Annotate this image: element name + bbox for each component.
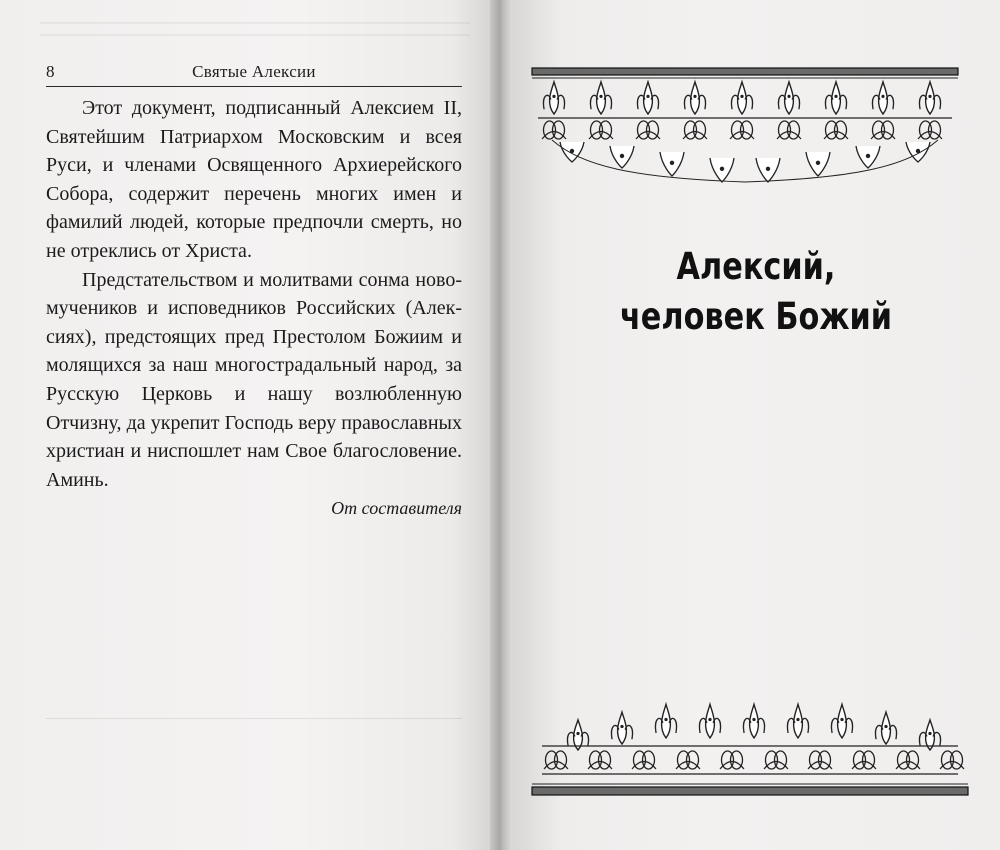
ornament-frieze-icon: [512, 66, 1000, 184]
chapter-title-line-2: человек Божий: [619, 295, 893, 338]
body-text: [46, 94, 462, 523]
ornament-frieze-icon: [512, 676, 1000, 800]
show-through-rule: [46, 718, 462, 719]
paragraph: Этот документ, подписанный Алексием II, Святейшим Патриархом Московским и всея Руси, и членами Освященного Архиерейского Собора, содержит перечень многих имен и фамилий людей, которые предпочли смерть, но не отреклись от Христа.: [46, 97, 462, 262]
right-page: [512, 0, 1000, 850]
show-through-line: [40, 22, 470, 24]
running-title: Святые Алексии: [192, 62, 316, 81]
show-through-line: [40, 34, 470, 36]
page-number: 8: [46, 62, 55, 81]
left-page: [0, 0, 490, 850]
running-head: [46, 62, 462, 87]
signature: От составителя: [331, 498, 462, 519]
chapter-title-line-1: Алексий,: [676, 245, 836, 288]
book-gutter: [490, 0, 512, 850]
paragraph: Предстательством и молитвами сонма новомучеников и исповедников Российских (Алексиях), предстоящих пред Престолом Божиим и молящихся за наш многострадальный народ, за Русскую Церковь и нашу возлюбленную Отчизну, да укрепит Господь веру православных христиан и ниспошлет нам Свое благословение. Аминь.: [46, 268, 462, 491]
chapter-title: [556, 242, 956, 342]
